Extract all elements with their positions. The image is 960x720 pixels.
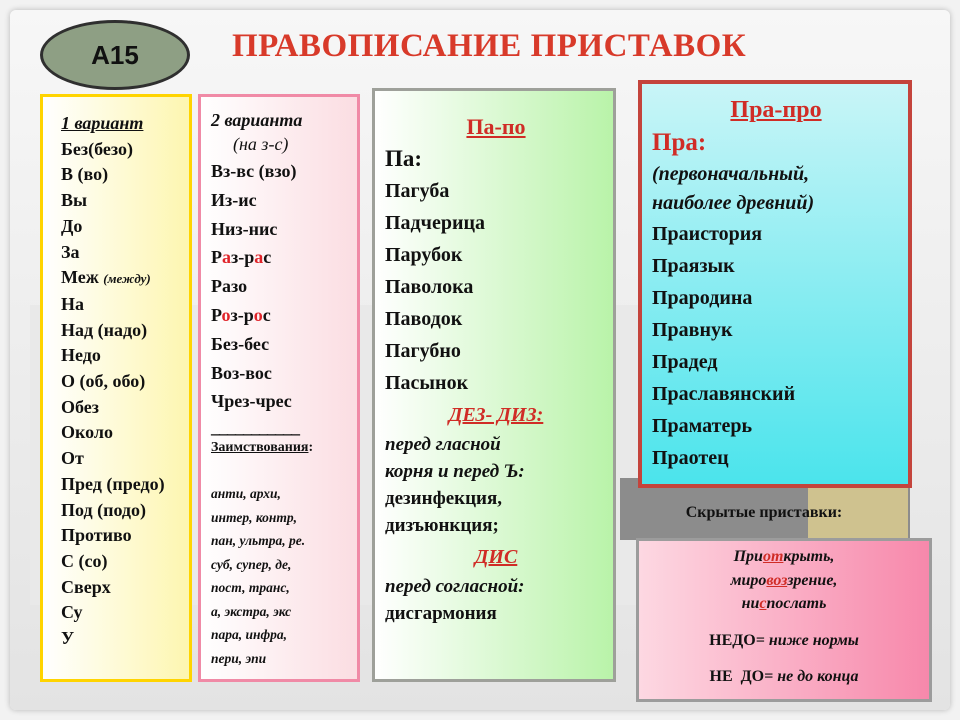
list-item: Праязык <box>652 255 735 277</box>
rule-text: перед согласной: <box>385 576 525 597</box>
borrowed-label-text: Заимствования <box>211 440 309 456</box>
rule-example: дезинфекция, <box>385 488 503 509</box>
list-item: Разо <box>211 276 248 297</box>
hidden-prefixes-label: Скрытые приставки: <box>685 504 843 521</box>
badge-label: А15 <box>91 39 139 70</box>
list-item: Вз-вс (взо) <box>211 161 297 181</box>
list-item: До <box>61 215 83 236</box>
list-item: Сверх <box>61 576 111 597</box>
list-item-roz: Роз-рос <box>211 304 271 325</box>
borrowed-label-colon: : <box>308 440 314 456</box>
example-word: Приоткрыть, <box>733 548 835 565</box>
list-item: Праотец <box>652 447 729 469</box>
list-item: Без(безо) <box>61 138 133 159</box>
rule-example: дисгармония <box>385 603 497 624</box>
column-two-header: 2 варианта <box>211 110 303 130</box>
list-item: Низ-нис <box>211 218 278 239</box>
pra-label: Пра: <box>652 129 707 156</box>
rule-text: перед гласной <box>385 434 501 455</box>
rule-text: корня и перед Ъ: <box>385 461 525 482</box>
list-item: Вы <box>61 190 88 211</box>
list-item: Обез <box>61 396 99 417</box>
list-item: От <box>61 448 84 469</box>
pra-meaning: (первоначальный, <box>652 163 810 185</box>
list-item: Су <box>61 602 83 623</box>
list-item: Правнук <box>652 319 733 341</box>
list-item: Прадед <box>652 351 718 373</box>
column-two-subheader: (на з-с) <box>233 134 289 154</box>
list-item: Под (подо) <box>61 499 147 520</box>
column-pa-po <box>372 88 616 682</box>
list-item-note: (между) <box>103 271 151 287</box>
column-two-variants <box>198 94 360 682</box>
rule-example: дизъюнкция; <box>385 515 499 536</box>
rule-dez-diz: ДЕЗ- ДИЗ: <box>448 404 544 426</box>
column-three-header: Па-по <box>466 114 526 139</box>
list-item: Пагубно <box>385 340 461 362</box>
list-item: На <box>61 293 85 314</box>
example-word: мировоззрение, <box>730 571 838 589</box>
list-item: Воз-вос <box>211 362 272 383</box>
borrowed-line: суб, супер, де, <box>211 556 292 572</box>
task-badge <box>40 20 190 90</box>
list-item: Парубок <box>385 244 463 266</box>
list-item: Пагуба <box>385 180 450 202</box>
list-item: Чрез-чрес <box>211 391 292 412</box>
list-item: За <box>61 241 80 262</box>
page-title: ПРАВОПИСАНИЕ ПРИСТАВОК <box>232 28 747 64</box>
separator-line: ___________ <box>211 417 299 438</box>
list-item: Противо <box>61 525 132 546</box>
pra-meaning: наиболее древний) <box>652 192 815 214</box>
ne-do-note: НЕ ДО= не до конца <box>709 668 859 685</box>
borrowed-line: анти, архи, <box>211 486 281 502</box>
list-item: Праславянский <box>652 383 796 405</box>
list-item-raz: Раз-рас <box>211 247 272 268</box>
list-item: Около <box>61 422 113 443</box>
rule-dis: ДИС <box>474 546 518 568</box>
column-one-header: 1 вариант <box>61 113 144 133</box>
borrowed-label <box>211 438 349 458</box>
list-item: В (во) <box>61 164 109 185</box>
list-item: Паволока <box>385 276 474 298</box>
list-item: Паводок <box>385 308 463 330</box>
list-item-mezh <box>61 265 181 292</box>
hidden-prefixes-box <box>636 538 932 702</box>
list-item: У <box>61 628 75 649</box>
borrowed-line: интер, контр, <box>211 509 298 525</box>
list-item: Без-бес <box>211 333 270 354</box>
column-four-header: Пра-про <box>730 97 822 123</box>
borrowed-line: пара, инфра, <box>211 627 288 643</box>
list-item: Пасынок <box>385 372 469 394</box>
pa-label: Па: <box>385 146 423 171</box>
column-pra-pro <box>638 80 912 488</box>
column-one-variant <box>40 94 192 682</box>
list-item: Праматерь <box>652 415 753 437</box>
borrowed-list <box>211 482 349 670</box>
list-item-text: Меж <box>61 267 99 288</box>
list-item: Над (надо) <box>61 319 148 340</box>
example-word: ниспослать <box>741 595 827 612</box>
borrowed-line: пан, ультра, ре. <box>211 533 306 549</box>
borrowed-line: пери, эпи <box>211 650 267 666</box>
list-item: Недо <box>61 345 101 366</box>
list-item: Прародина <box>652 287 753 309</box>
list-item: О (об, обо) <box>61 371 146 392</box>
list-item: Пред (предо) <box>61 473 165 494</box>
list-item: Праистория <box>652 223 763 245</box>
list-item: Из-ис <box>211 189 257 210</box>
borrowed-line: пост, транс, <box>211 580 290 596</box>
list-item: Падчерица <box>385 212 485 234</box>
nedo-note: НЕДО= ниже нормы <box>709 631 859 649</box>
list-item: С (со) <box>61 550 108 571</box>
borrowed-line: а, экстра, экс <box>211 603 292 619</box>
